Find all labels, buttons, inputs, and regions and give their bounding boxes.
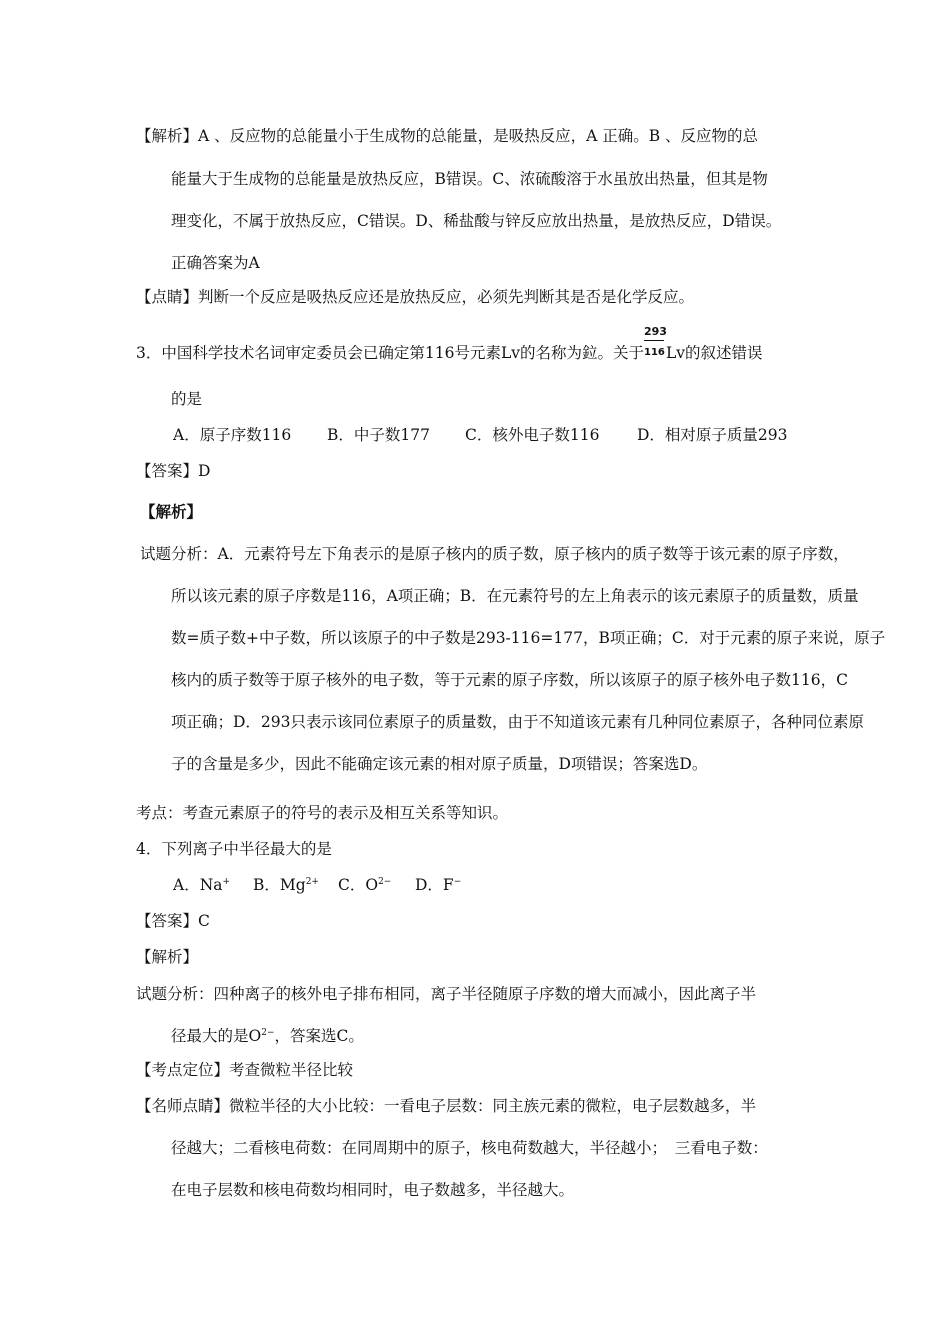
- q3-options: [173, 425, 788, 445]
- q2-comment: 【点睛】判断一个反应是吸热反应还是放热反应，必须先判断其是否是化学反应。: [136, 288, 695, 306]
- q4-option-b-label: B．Mg: [253, 876, 306, 894]
- q4-option-c-charge: 2−: [378, 877, 392, 887]
- q4-analysis-line-1: 试题分析：四种离子的核外电子排布相同，离子半径随原子序数的增大而减小，因此离子半: [136, 985, 757, 1003]
- q3-option-d: D．相对原子质量293: [637, 426, 788, 444]
- q4-analysis-line-2-post: ，答案选C。: [274, 1027, 364, 1045]
- q4-option-d: [415, 875, 461, 895]
- isotope-mass-number: 293: [644, 325, 667, 338]
- q4-analysis-charge: 2−: [261, 1028, 275, 1038]
- isotope-notation: [644, 325, 667, 358]
- q4-option-c-label: C．O: [338, 876, 379, 894]
- q2-analysis-line-4: 正确答案为A: [171, 254, 260, 272]
- q4-options: [173, 875, 461, 895]
- q3-kaodian: 考点：考查元素原子的符号的表示及相互关系等知识。: [136, 804, 509, 822]
- q4-analysis-line-2: [171, 1026, 364, 1046]
- q3-stem-pre: 3．中国科学技术名词审定委员会已确定第116号元素Lv的名称为鉝。关于: [136, 344, 644, 362]
- q3-analysis-line-1: 试题分析：A．元素符号左下角表示的是原子核内的质子数，原子核内的质子数等于该元素的原子序数，: [140, 545, 849, 563]
- q3-analysis-line-4: 核内的质子数等于原子核外的电子数，等于元素的原子序数，所以该原子的原子核外电子数116，C: [171, 671, 848, 689]
- q4-option-a-label: A．Na: [173, 876, 223, 894]
- q3-analysis-line-6: 子的含量是多少，因此不能确定该元素的相对原子质量，D项错误；答案选D。: [171, 755, 708, 773]
- q4-option-b-charge: 2+: [305, 877, 319, 887]
- q4-tip-line-1: 【名师点睛】微粒半径的大小比较：一看电子层数：同主族元素的微粒，电子层数越多，半: [136, 1097, 757, 1115]
- q4-option-b: [253, 875, 338, 895]
- q4-option-d-charge: −: [453, 877, 462, 887]
- q4-analysis-line-2-pre: 径最大的是O: [171, 1027, 262, 1045]
- q4-option-a: [173, 875, 253, 895]
- isotope-fraction-bar: [644, 340, 664, 341]
- isotope-atomic-number: 116: [644, 347, 665, 358]
- q3-option-a: A．原子序数116: [173, 426, 292, 444]
- q3-stem-line-2: 的是: [171, 390, 203, 408]
- q4-tip-line-3: 在电子层数和核电荷数均相同时，电子数越多，半径越大。: [171, 1181, 575, 1199]
- q2-analysis-line-2: 能量大于生成物的总能量是放热反应，B错误。C、浓硫酸溶于水虽放出热量，但其是物: [171, 170, 768, 188]
- q4-kaodian: 【考点定位】考查微粒半径比较: [136, 1061, 354, 1079]
- q4-option-d-label: D．F: [415, 876, 454, 894]
- q3-answer: 【答案】D: [136, 462, 211, 480]
- q3-stem: [136, 325, 763, 363]
- q4-stem: 4．下列离子中半径最大的是: [136, 840, 332, 858]
- q2-analysis-line-1: 【解析】A 、反应物的总能量小于生成物的总能量，是吸热反应，A 正确。B 、反应物的总: [136, 127, 759, 145]
- q4-tip-line-2: 径越大；二看核电荷数：在同周期中的原子，核电荷数越大，半径越小； 三看电子数：: [171, 1139, 768, 1157]
- q3-option-b: B．中子数177: [327, 426, 430, 444]
- q3-stem-post: Lv的叙述错误: [666, 344, 763, 362]
- q4-option-c: [338, 875, 415, 895]
- q4-analysis-heading: 【解析】: [136, 948, 199, 966]
- q3-analysis-line-2: 所以该元素的原子序数是116，A项正确；B．在元素符号的左上角表示的该元素原子的质量数，质量: [171, 587, 859, 605]
- q3-analysis-heading: 【解析】: [140, 502, 203, 521]
- q3-option-c: C．核外电子数116: [465, 426, 600, 444]
- q3-analysis-line-5: 项正确；D．293只表示该同位素原子的质量数，由于不知道该元素有几种同位素原子，各种同位素原: [171, 713, 865, 731]
- q2-analysis-line-3: 理变化，不属于放热反应，C错误。D、稀盐酸与锌反应放出热量，是放热反应，D错误。: [171, 212, 782, 230]
- q4-answer: 【答案】C: [136, 912, 210, 930]
- q4-option-a-charge: +: [222, 877, 231, 887]
- q3-analysis-line-3: 数=质子数+中子数，所以该原子的中子数是293-116=177，B项正确；C．对于元素的原子来说，原子: [171, 629, 886, 647]
